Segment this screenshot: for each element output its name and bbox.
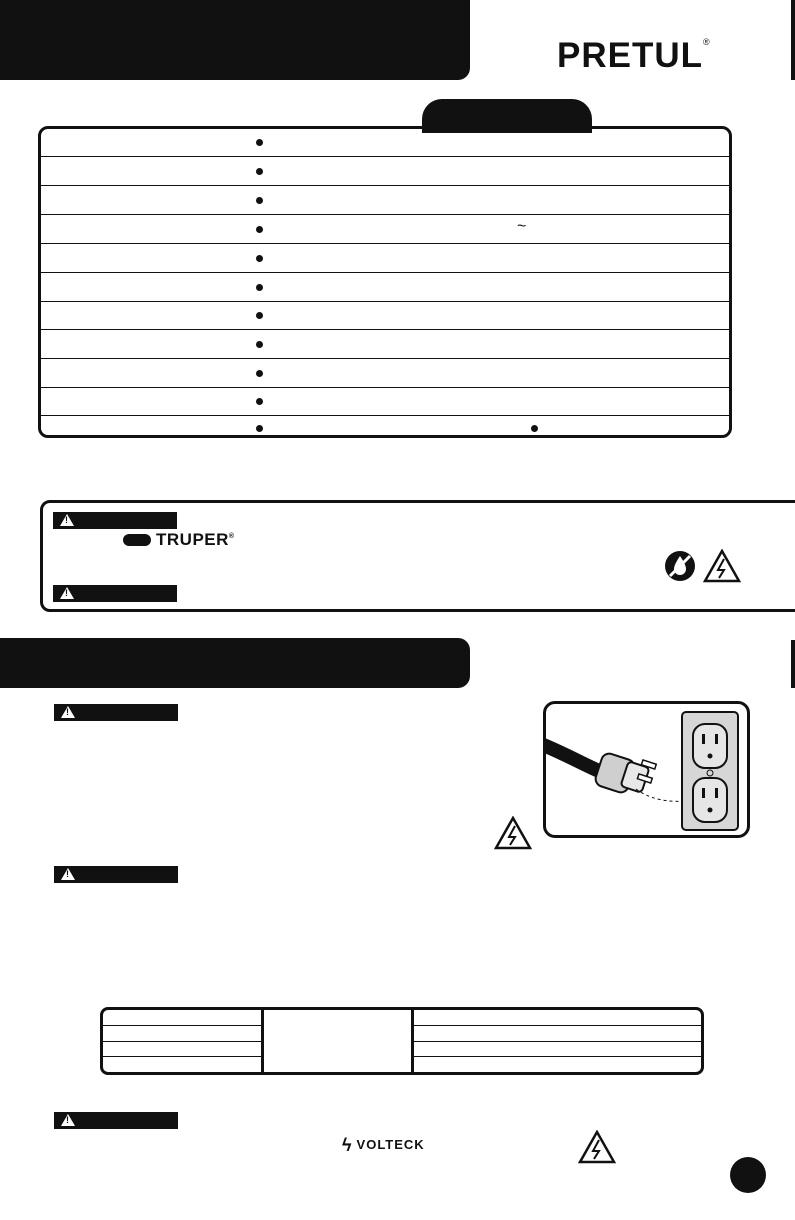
page-edge-marker — [791, 0, 795, 80]
spec-row-divider — [41, 156, 729, 157]
truper-reg-mark: ® — [228, 533, 235, 540]
spec-row-divider — [41, 358, 729, 359]
electric-shock-icon — [494, 816, 532, 850]
spec-bullet — [256, 398, 263, 405]
section-title-bar — [0, 638, 470, 688]
page-edge-marker — [791, 640, 795, 688]
spec-row-divider — [41, 329, 729, 330]
ac-symbol: ~ — [517, 218, 527, 235]
spec-bullet — [256, 139, 263, 146]
spec-bullet — [256, 341, 263, 348]
plug-outlet-illustration — [543, 701, 750, 838]
specifications-table — [38, 126, 732, 438]
power-cord-table — [100, 1007, 704, 1075]
spec-row-divider — [41, 301, 729, 302]
warning-triangle-icon — [61, 706, 75, 718]
warning-badge — [53, 512, 177, 529]
warning-triangle-icon — [60, 587, 74, 599]
table-row-divider — [414, 1056, 701, 1057]
table-row-divider — [103, 1025, 261, 1026]
volteck-mark-icon: ϟ — [342, 1135, 353, 1155]
spec-bullet — [256, 370, 263, 377]
spec-bullet — [256, 284, 263, 291]
warning-triangle-icon — [61, 868, 75, 880]
spec-bullet — [256, 312, 263, 319]
spec-bullet — [256, 226, 263, 233]
warning-triangle-icon — [61, 1114, 75, 1126]
spec-row-divider — [41, 387, 729, 388]
spec-bullet — [256, 425, 263, 432]
spec-row-divider — [41, 243, 729, 244]
table-column-divider — [261, 1010, 264, 1072]
spec-row-divider — [41, 415, 729, 416]
truper-logo — [123, 530, 235, 550]
table-row-divider — [103, 1056, 261, 1057]
electric-shock-icon — [703, 549, 741, 583]
truper-logo-text: TRUPER — [156, 530, 229, 549]
spec-row-divider — [41, 185, 729, 186]
warning-triangle-icon — [60, 514, 74, 526]
volteck-logo-text: VOLTECK — [356, 1137, 425, 1152]
spec-bullet — [531, 425, 538, 432]
header-title-bar — [0, 0, 470, 80]
page-number-badge — [730, 1157, 766, 1193]
warning-badge — [54, 1112, 178, 1129]
spec-row-divider — [41, 272, 729, 273]
spec-bullet — [256, 168, 263, 175]
brand-logo — [557, 36, 711, 76]
spec-bullet — [256, 255, 263, 262]
table-row-divider — [414, 1041, 701, 1042]
warning-box — [40, 500, 795, 612]
spec-row-divider — [41, 214, 729, 215]
table-row-divider — [103, 1041, 261, 1042]
table-row-divider — [414, 1025, 701, 1026]
brand-logo-text: PRETUL — [557, 36, 703, 75]
spec-bullet — [256, 197, 263, 204]
electric-shock-icon — [578, 1130, 616, 1164]
warning-badge — [53, 585, 177, 602]
volteck-logo — [342, 1133, 425, 1154]
brand-reg-mark: ® — [703, 37, 711, 47]
truper-mark-icon — [123, 534, 151, 546]
plug-illustration-icon — [546, 704, 747, 835]
warning-badge — [54, 704, 178, 721]
warning-badge — [54, 866, 178, 883]
